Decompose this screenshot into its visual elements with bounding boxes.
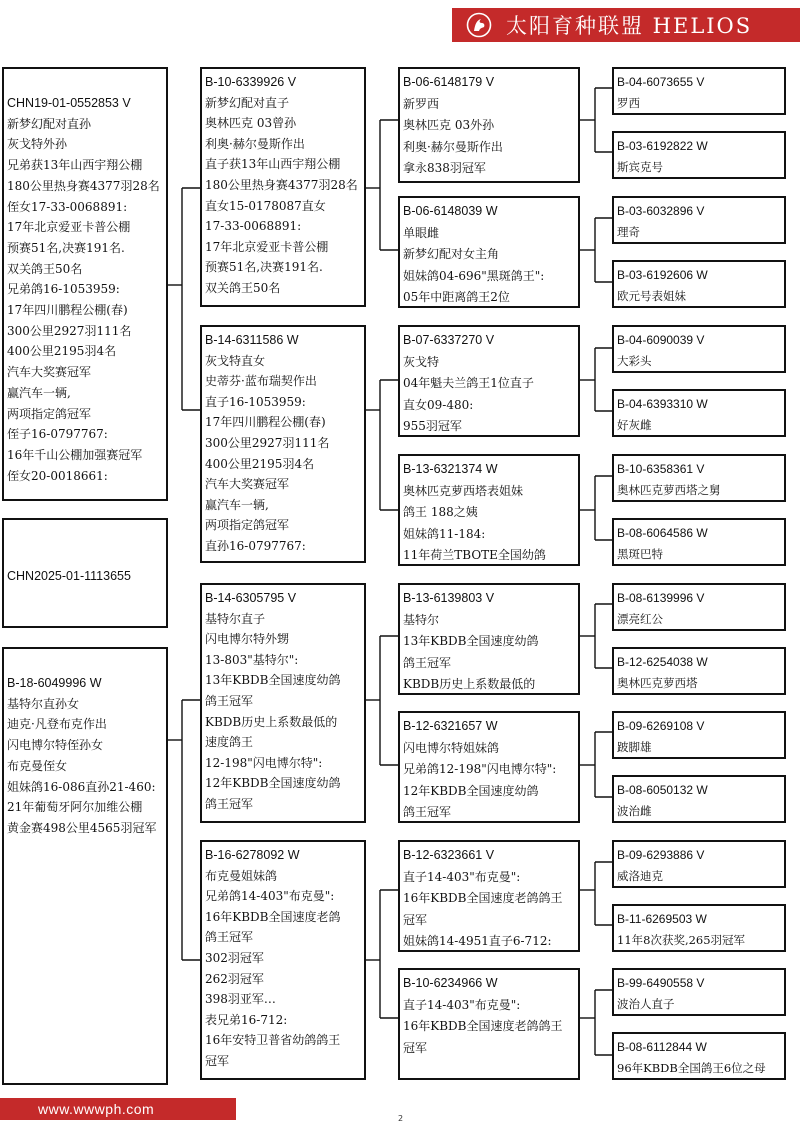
ring-number: B-14-6311586 W [205,333,299,347]
pedigree-line: 奥林匹克萝西塔表姐妹 [403,483,524,498]
ring-number: B-06-6148039 W [403,204,498,218]
pedigree-line: 基特尔直孙女 [7,696,80,711]
pedigree-line: 利奥·赫尔曼斯作出 [403,139,503,154]
pedigree-line: 双关鸽王50名 [7,261,83,276]
pedigree-line: 262羽冠军 [205,971,264,986]
pedigree-line: 威洛迪克 [617,868,663,883]
pedigree-line: 新梦幻配对女主角 [403,247,500,261]
ring-number: B-10-6234966 W [403,976,498,990]
gen3-box-3 [398,325,580,437]
pedigree-line: 17-33-0068891: [205,219,302,234]
pedigree-line: 漂亮红公 [617,611,663,626]
pedigree-line: 直女09-480: [403,397,474,412]
pedigree-line: 398羽亚军… [205,992,276,1007]
pedigree-line: 侄子16-0797767: [7,427,108,442]
pedigree-line: 大彩头 [617,353,652,368]
gen4-box-10 [612,647,786,695]
ring-number: B-08-6064586 W [617,526,708,540]
gen4-box-9 [612,583,786,631]
sire-box [200,67,366,307]
pedigree-line: 鸽王冠军 [205,693,254,708]
pedigree-line: 黑斑巴特 [617,546,663,561]
gen3-box-1 [398,67,580,183]
pedigree-line: 04年魁夫兰鸽王1位直子 [403,376,534,390]
gen3-box-8 [398,968,580,1080]
pedigree-line: 冠军 [205,1053,230,1068]
pedigree-line: 16年千山公棚加强赛冠军 [7,447,143,462]
subject-dam-box [2,647,168,1085]
pedigree-line: 两项指定鸽冠军 [205,518,290,533]
gen4-box-2 [612,131,786,179]
gen4-box-7 [612,454,786,502]
pedigree-line: 955羽冠军 [403,419,462,433]
pedigree-line: 灰戈特直女 [205,353,266,368]
pedigree-line: 姐妹鸽14-4951直子6-712: [403,934,552,948]
gen4-box-14 [612,904,786,952]
pedigree-line: 12年KBDB全国速度幼鸽 [205,776,341,791]
pedigree-line: 奥林匹克萝西塔之舅 [617,482,721,497]
pedigree-line: 直子16-1053959: [205,394,306,409]
pedigree-line: 预赛51名,决赛191名. [205,260,323,275]
pedigree-line: 12年KBDB全国速度幼鸽 [403,783,539,798]
gen3-box-5 [398,583,580,695]
pedigree-line: 表兄弟16-712: [205,1012,288,1027]
dam-sire-box [200,583,366,823]
ring-number: B-03-6032896 V [617,204,705,218]
pedigree-line: 波治人直子 [617,996,675,1011]
pedigree-line: 180公里热身赛4377羽28名 [7,178,160,193]
pedigree-line: 汽车大奖赛冠军 [205,477,290,492]
ring-number: B-99-6490558 V [617,976,705,990]
pedigree-line: 鸽王冠军 [205,930,254,945]
gen4-box-15 [612,968,786,1016]
pedigree-line: 布克曼姐妹鸽 [205,868,278,883]
pedigree-line: 17年四川鹏程公棚(春) [7,303,128,318]
pedigree-line: 13年KBDB全国速度幼鸽 [205,673,341,688]
page-number: 2 [398,1114,404,1123]
pedigree-line: 13-803"基特尔": [205,652,299,667]
pedigree-line: 17年四川鹏程公棚(春) [205,415,326,430]
subject-id-box [2,518,168,628]
pedigree-line: 理奇 [617,224,640,239]
gen4-box-4 [612,260,786,308]
gen4-box-8 [612,518,786,566]
pedigree-line: 冠军 [403,1040,428,1055]
pedigree-line: 灰戈特外孙 [7,137,68,152]
pedigree-line: 16年KBDB全国速度老鸽鸽王 [403,1019,563,1033]
ring-number: B-10-6339926 V [205,75,297,89]
ring-number: B-07-6337270 V [403,333,495,347]
pedigree-line: 姐妹鸽04-696"黑斑鸽王": [403,268,545,283]
pedigree-line: 罗西 [617,95,640,110]
ring-number: B-18-6049996 W [7,676,102,690]
ring-number: B-16-6278092 W [205,848,300,862]
pedigree-line: 单眼雌 [403,225,440,240]
pedigree-line: 直孙16-0797767: [205,538,306,553]
ring-number: CHN19-01-0552853 V [7,96,131,110]
pedigree-line: 新梦幻配对直子 [205,95,290,110]
ring-number: B-09-6269108 V [617,719,705,733]
pedigree-line: 奥林匹克 03外孙 [403,118,495,132]
pedigree-line: 鸽王冠军 [403,655,452,670]
gen4-box-12 [612,775,786,823]
pedigree-line: 利奥·赫尔曼斯作出 [205,136,305,151]
pedigree-line: 基特尔直子 [205,611,266,626]
gen4-box-1 [612,67,786,115]
ring-number: B-04-6393310 W [617,397,708,411]
pedigree-line: 16年KBDB全国速度老鸽 [205,909,341,924]
ring-number: B-08-6139996 V [617,591,705,605]
ring-number: B-10-6358361 V [617,462,705,476]
ring-number: B-12-6254038 W [617,655,708,669]
pedigree-line: 新梦幻配对直孙 [7,116,92,131]
pedigree-line: 13年KBDB全国速度幼鸽 [403,634,539,648]
pedigree-line: 预赛51名,决赛191名. [7,240,125,255]
gen4-box-5 [612,325,786,373]
pedigree-line: 302羽冠军 [205,950,264,965]
pedigree-line: 兄弟鸽16-1053959: [7,282,120,297]
pedigree-line: 布克曼侄女 [7,758,68,773]
pedigree-line: 鸽王 188之姨 [403,505,478,519]
pedigree-line: 跛脚雄 [617,739,652,754]
pedigree-line: 17年北京爱亚卡普公棚 [205,239,329,254]
pedigree-line: 史蒂芬·蓝布瑞契作出 [205,374,317,389]
ring-number: B-09-6293886 V [617,848,705,862]
pedigree-line: 冠军 [403,912,428,927]
pedigree-line: 黄金赛498公里4565羽冠军 [7,820,157,835]
sire-dam-box [200,325,366,563]
pedigree-line: 姐妹鸽16-086直孙21-460: [7,779,156,794]
gen3-box-7 [398,840,580,952]
pedigree-line: 新罗西 [403,96,440,111]
pedigree-line: 兄弟获13年山西宇翔公棚 [7,158,143,173]
ring-number: B-04-6090039 V [617,333,705,347]
ring-number: B-11-6269503 W [617,912,707,926]
pedigree-line: 闪电博尔特外甥 [205,632,290,647]
pedigree-line: 96年KBDB全国鸽王6位之母 [617,1060,766,1075]
ring-number: B-13-6321374 W [403,462,498,476]
pedigree-line: 奥林匹克 03曾孙 [205,116,297,131]
pedigree-line: 波治雌 [617,803,652,818]
pedigree-line: 赢汽车一辆, [7,385,71,400]
ring-number: B-04-6073655 V [617,75,705,89]
pedigree-line: 鸽王冠军 [403,805,452,819]
pedigree-line: 侄女20-0018661: [7,468,108,483]
pedigree-line: 汽车大奖赛冠军 [7,365,92,380]
pedigree-line: 300公里2927羽111名 [205,435,330,450]
pedigree-line: 16年安特卫普省幼鸽鸽王 [205,1033,341,1048]
pedigree-line: 400公里2195羽4名 [7,344,117,359]
ring-number: B-12-6321657 W [403,719,498,733]
ring-number: CHN2025-01-1113655 [7,569,131,583]
pedigree-line: 17年北京爱亚卡普公棚 [7,220,131,235]
pedigree-line: 侄女17-33-0068891: [7,199,128,214]
gen4-box-16 [612,1032,786,1080]
pedigree-line: 灰戈特 [403,354,440,369]
pedigree-line: 兄弟鸽12-198"闪电博尔特": [403,762,557,776]
pedigree-line: 16年KBDB全国速度老鸽鸽王 [403,891,563,905]
dam-dam-box [200,840,366,1080]
pedigree-line: 两项指定鸽冠军 [7,406,92,421]
pedigree-line: 直子14-403"布克曼": [403,997,521,1012]
pedigree-line: 双关鸽王50名 [205,280,281,295]
gen4-box-11 [612,711,786,759]
pedigree-line: 兄弟鸽14-403"布克曼": [205,889,335,904]
ring-number: B-12-6323661 V [403,848,495,862]
gen4-box-6 [612,389,786,437]
pedigree-line: KBDB历史上系数最低的 [403,677,536,691]
pedigree-line: KBDB历史上系数最低的 [205,714,338,729]
pedigree-line: 拿永838羽冠军 [403,161,486,175]
ring-number: B-03-6192606 W [617,268,708,282]
ring-number: B-08-6112844 W [617,1040,707,1054]
gen3-box-2 [398,196,580,308]
gen4-box-3 [612,196,786,244]
pedigree-line: 12-198"闪电博尔特": [205,755,323,770]
pedigree-line: 姐妹鸽11-184: [403,526,486,541]
pedigree-line: 斯宾克号 [617,159,663,174]
gen3-box-4 [398,454,580,566]
pedigree-line: 好灰雌 [617,417,652,432]
pedigree-line: 直女15-0178087直女 [205,198,326,213]
footer-website: www.wwwph.com [0,1098,236,1120]
pedigree-line: 闪电博尔特姐妹鸽 [403,740,500,755]
pedigree-line: 05年中距离鸽王2位 [403,290,510,304]
pedigree-line: 21年葡萄牙阿尔加维公棚 [7,800,143,815]
pedigree-line: 鸽王冠军 [205,796,254,811]
ring-number: B-06-6148179 V [403,75,495,89]
pedigree-line: 速度鸽王 [205,735,254,750]
pedigree-line: 11年荷兰TBOTE全国幼鸽 [403,548,546,562]
pedigree-line: 闪电博尔特侄孙女 [7,738,104,753]
pedigree-line: 11年8次获奖,265羽冠军 [617,932,746,947]
pedigree-line: 300公里2927羽111名 [7,323,132,338]
pedigree-line: 欧元号表姐妹 [617,288,686,303]
pedigree-line: 迪克·凡登布克作出 [7,717,107,732]
pedigree-line: 奥林匹克萝西塔 [617,675,698,690]
pedigree-line: 直子获13年山西宇翔公棚 [205,157,341,172]
brand-title: 太阳育种联盟 HELIOS [506,14,753,38]
ring-number: B-14-6305795 V [205,591,297,605]
gen3-box-6 [398,711,580,823]
pedigree-line: 赢汽车一辆, [205,497,269,512]
pedigree-line: 直子14-403"布克曼": [403,869,521,884]
pedigree-line: 180公里热身赛4377羽28名 [205,177,358,192]
ring-number: B-13-6139803 V [403,591,495,605]
ring-number: B-08-6050132 W [617,783,708,797]
pedigree-line: 基特尔 [403,612,440,627]
pedigree-line: 400公里2195羽4名 [205,456,315,471]
ring-number: B-03-6192822 W [617,139,708,153]
gen4-box-13 [612,840,786,888]
subject-main-box [2,67,168,501]
